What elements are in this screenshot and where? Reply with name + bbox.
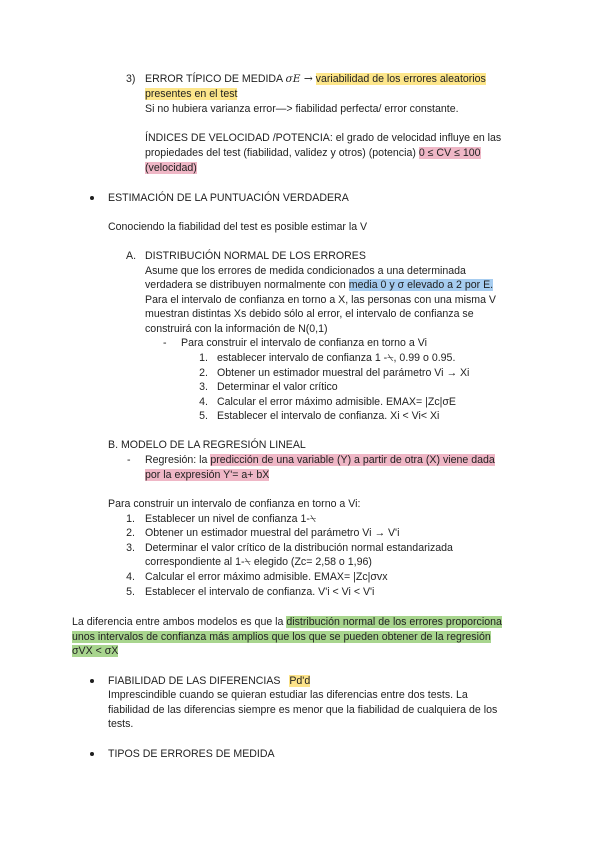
tipos-heading: TIPOS DE ERRORES DE MEDIDA <box>108 748 275 760</box>
intervalos-highlight: unos intervalos de confianza más amplios que los que se pueden obtener de la regresión <box>72 631 491 643</box>
step-text: Calcular el error máximo admisible. EMAX= |Zc|σE <box>217 396 456 408</box>
fiabilidad-l1: Imprescindible cuando se quieran estudiar las diferencias entre dos tests. La <box>108 689 468 701</box>
step-text: Determinar el valor crítico de la distribución normal estandarizada <box>145 542 453 554</box>
step-text: Establecer el intervalo de confianza. V'i < Vi < V'i <box>145 586 375 598</box>
step-text: Establecer el intervalo de confianza. Xi < Vi< Xi <box>217 410 440 422</box>
sectionA-p1: Asume que los errores de medida condicionados a una determinada <box>145 265 466 277</box>
indices-line1: ÍNDICES DE VELOCIDAD /POTENCIA: el grado de velocidad influye en las <box>145 132 502 144</box>
sectionA-p2 <box>145 278 493 293</box>
fiabilidad-heading: FIABILIDAD DE LAS DIFERENCIAS <box>108 675 281 687</box>
sigma-comparison-highlight: σVX < σX <box>72 645 119 657</box>
section3-line3: Si no hubiera varianza error—> fiabilidad perfecta/ error constante. <box>145 103 459 115</box>
cv-range-highlight: 0 ≤ CV ≤ 100 <box>418 147 481 159</box>
regresion-line2 <box>145 468 269 483</box>
sectionA-title: DISTRIBUCIÓN NORMAL DE LOS ERRORES <box>145 250 366 262</box>
step-text: Obtener un estimador muestral del parámetro Vi → Xi <box>217 367 470 379</box>
sectionA-p5: construirá con la información de N(0,1) <box>145 323 328 335</box>
velocidad-highlight: (velocidad) <box>145 162 197 174</box>
section3-title: ERROR TÍPICO DE MEDIDA <box>145 73 283 85</box>
fiabilidad-heading-line <box>108 674 310 689</box>
diferencia-line1 <box>72 615 502 630</box>
diferencia-line3 <box>72 644 118 659</box>
step-number: 1. <box>199 352 208 364</box>
sectionB-title: B. MODELO DE LA REGRESIÓN LINEAL <box>108 439 306 451</box>
fiabilidad-l3: tests. <box>108 718 134 730</box>
diferencia-text: La diferencia entre ambos modelos es que la <box>72 616 287 628</box>
media-highlight: media 0 y σ elevado a 2 por E. <box>348 279 494 291</box>
estimacion-heading: ESTIMACIÓN DE LA PUNTUACIÓN VERDADERA <box>108 192 349 204</box>
sigma-e-symbol: σE → <box>285 73 313 85</box>
step-number: 4. <box>126 571 135 583</box>
step-number: 5. <box>126 586 135 598</box>
step-number: 3. <box>199 381 208 393</box>
sectionA-label: A. <box>126 250 137 262</box>
prediccion-highlight: predicción de una variable (Y) a partir de otra (X) viene dada <box>210 454 495 466</box>
bullet-icon <box>90 752 94 756</box>
step-text: Determinar el valor crítico <box>217 381 338 393</box>
step-number: 3. <box>126 542 135 554</box>
step-text-continued: correspondiente al 1-⍀ elegido (Zc= 2,58 o 1,96) <box>145 556 372 568</box>
sectionB-intro: Para construir un intervalo de confianza en torno a Vi: <box>108 498 361 510</box>
indices-line2-text: propiedades del test (fiabilidad, validez y otros) (potencia) <box>145 147 419 159</box>
step-number: 5. <box>199 410 208 422</box>
step-number: 2. <box>126 527 135 539</box>
step-text: Obtener un estimador muestral del parámetro Vi → V'i <box>145 527 400 539</box>
step-text: Calcular el error máximo admisible. EMAX= |Zc|σvx <box>145 571 388 583</box>
section3-highlight-1: variabilidad de los errores aleatorios <box>315 73 486 85</box>
distribucion-highlight: distribución normal de los errores proporciona <box>286 616 502 628</box>
section3-number: 3) <box>126 73 136 85</box>
step-text: Establecer un nivel de confianza 1-⍀ <box>145 513 317 525</box>
section3-highlight-2: presentes en el test <box>145 88 238 100</box>
expresion-highlight: por la expresión Y'= a+ bX <box>145 469 270 481</box>
sectionA-dash-text: Para construir el intervalo de confianza en torno a Vi <box>181 337 427 349</box>
section3-line2 <box>145 87 237 102</box>
indices-line3 <box>145 161 197 176</box>
bullet-icon <box>90 679 94 683</box>
bullet-icon <box>90 196 94 200</box>
step-number: 1. <box>126 513 135 525</box>
fiabilidad-l2: fiabilidad de las diferencias siempre es menor que la fiabilidad de cualquiera de los <box>108 704 498 716</box>
sectionA-p2-text: verdadera se distribuyen normalmente con <box>145 279 349 291</box>
step-number: 4. <box>199 396 208 408</box>
regresion-line1 <box>145 453 495 468</box>
sectionA-p3: Para el intervalo de confianza en torno a X, las personas con una misma V <box>145 294 496 306</box>
regresion-text: Regresión: la <box>145 454 211 466</box>
diferencia-line2 <box>72 630 491 645</box>
step-number: 2. <box>199 367 208 379</box>
sectionA-p4: muestran distintas Xs debido sólo al error, el intervalo de confianza se <box>145 308 474 320</box>
estimacion-intro: Conociendo la fiabilidad del test es posible estimar la V <box>108 221 368 233</box>
section3-title-line <box>145 72 486 87</box>
indices-line2 <box>145 146 481 161</box>
pdd-badge: Pd'd <box>289 675 311 687</box>
dash-marker: - <box>163 337 167 349</box>
dash-marker: - <box>127 454 131 466</box>
step-text: establecer intervalo de confianza 1 -⍀, 0.99 o 0.95. <box>217 352 456 364</box>
